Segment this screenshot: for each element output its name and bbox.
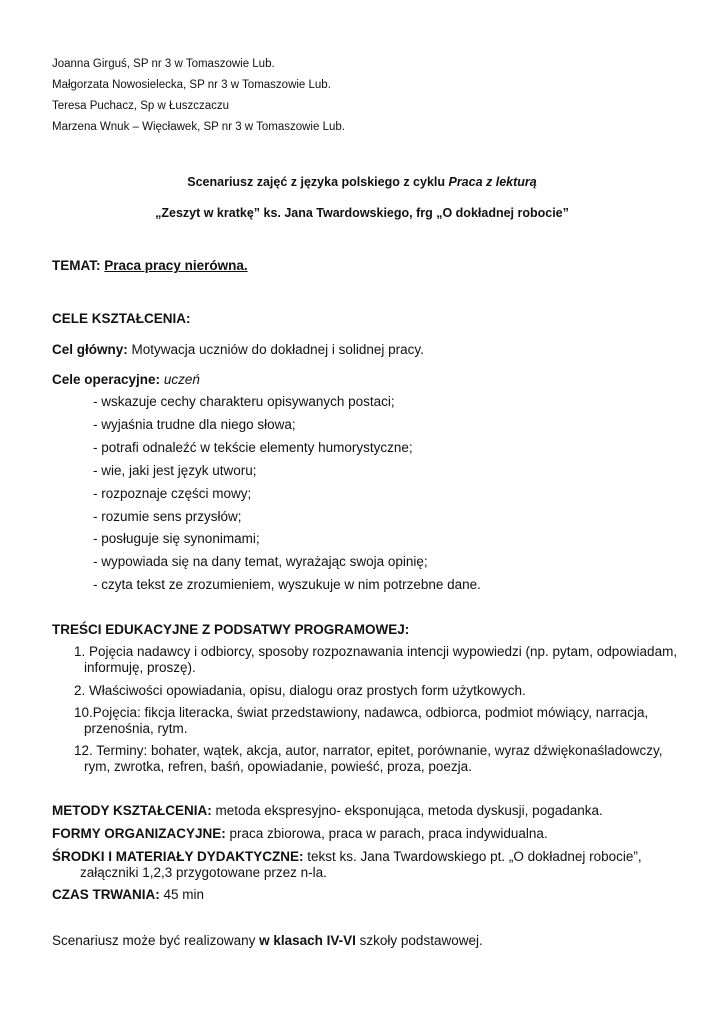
scenario-title [0, 175, 724, 189]
title-prefix: Scenariusz zajęć z języka polskiego z cyklu [187, 175, 449, 189]
tresci-item-line: 10.Pojęcia: fikcja literacka, świat przedstawiony, nadawca, odbiorca, podmiot mówiący, narracja, [74, 705, 649, 720]
list-item: - wie, jaki jest język utworu; [93, 463, 257, 478]
list-item: - wypowiada się na dany temat, wyrażając swoja opinię; [93, 554, 428, 569]
tresci-item-line: przenośnia, rytm. [84, 721, 188, 736]
srodki-line [52, 849, 642, 864]
czas-value: 45 min [159, 887, 205, 902]
srodki-value: tekst ks. Jana Twardowskiego pt. „O dokładnej robocie”, [303, 849, 642, 864]
czas-line [52, 887, 204, 902]
metody-value: metoda ekspresyjno- eksponująca, metoda dyskusji, pogadanka. [211, 803, 603, 818]
temat-line [52, 258, 248, 273]
list-item: - wyjaśnia trudne dla niego słowa; [93, 417, 296, 432]
cele-heading: CELE KSZTAŁCENIA: [52, 311, 191, 326]
cele-operacyjne-label: Cele operacyjne: [52, 372, 161, 387]
cel-glowny [52, 342, 424, 357]
author-line: Joanna Girguś, SP nr 3 w Tomaszowie Lub. [52, 58, 275, 70]
list-item: - potrafi odnaleźć w tekście elementy humorystyczne; [93, 440, 413, 455]
metody-line [52, 803, 603, 818]
footer-note [52, 933, 483, 948]
srodki-label: ŚRODKI I MATERIAŁY DYDAKTYCZNE: [52, 849, 304, 864]
temat-value: Praca pracy nierówna. [104, 258, 248, 273]
formy-line [52, 826, 548, 841]
tresci-heading: TREŚCI EDUKACYJNE Z PODSATWY PROGRAMOWEJ: [52, 622, 410, 637]
cel-glowny-label: Cel główny: [52, 342, 128, 357]
temat-label: TEMAT: [52, 258, 101, 273]
tresci-item-line: rym, zwrotka, refren, baśń, opowiadanie, powieść, proza, poezja. [84, 759, 472, 774]
cele-operacyjne-value: uczeń [163, 372, 200, 387]
formy-label: FORMY ORGANIZACYJNE: [52, 826, 226, 841]
footer-classes: w klasach IV-VI [259, 933, 356, 948]
tresci-item-line: informuję, proszę). [84, 660, 196, 675]
srodki-line2: załączniki 1,2,3 przygotowane przez n-la. [80, 865, 327, 880]
list-item: - rozpoznaje części mowy; [93, 486, 252, 501]
list-item: - rozumie sens przysłów; [93, 509, 242, 524]
list-item: - posługuje się synonimami; [93, 531, 260, 546]
title-cycle: Praca z lekturą [448, 175, 537, 189]
tresci-item-line: 1. Pojęcia nadawcy i odbiorcy, sposoby rozpoznawania intencji wypowiedzi (np. pytam, odpowiadam, [74, 644, 678, 659]
author-line: Teresa Puchacz, Sp w Łuszczaczu [52, 100, 230, 112]
formy-value: praca zbiorowa, praca w parach, praca indywidualna. [225, 826, 548, 841]
list-item: - czyta tekst ze zrozumieniem, wyszukuje w nim potrzebne dane. [93, 577, 481, 592]
list-item: - wskazuje cechy charakteru opisywanych postaci; [93, 394, 395, 409]
tresci-item-line: 12. Terminy: bohater, wątek, akcja, autor, narrator, epitet, porównanie, wyraz dźwiękonaśladowczy, [74, 743, 663, 758]
author-line: Małgorzata Nowosielecka, SP nr 3 w Tomaszowie Lub. [52, 79, 331, 91]
footer-suffix: szkoły podstawowej. [355, 933, 483, 948]
czas-label: CZAS TRWANIA: [52, 887, 160, 902]
tresci-item-line: 2. Właściwości opowiadania, opisu, dialogu oraz prostych form użytkowych. [74, 683, 526, 698]
footer-prefix: Scenariusz może być realizowany [52, 933, 260, 948]
scenario-subtitle: „Zeszyt w kratkę” ks. Jana Twardowskiego, frg „O dokładnej robocie” [155, 206, 569, 220]
author-line: Marzena Wnuk – Więcławek, SP nr 3 w Tomaszowie Lub. [52, 121, 345, 133]
cel-glowny-value: Motywacja uczniów do dokładnej i solidnej pracy. [127, 342, 424, 357]
cele-operacyjne [52, 372, 200, 387]
metody-label: METODY KSZTAŁCENIA: [52, 803, 212, 818]
